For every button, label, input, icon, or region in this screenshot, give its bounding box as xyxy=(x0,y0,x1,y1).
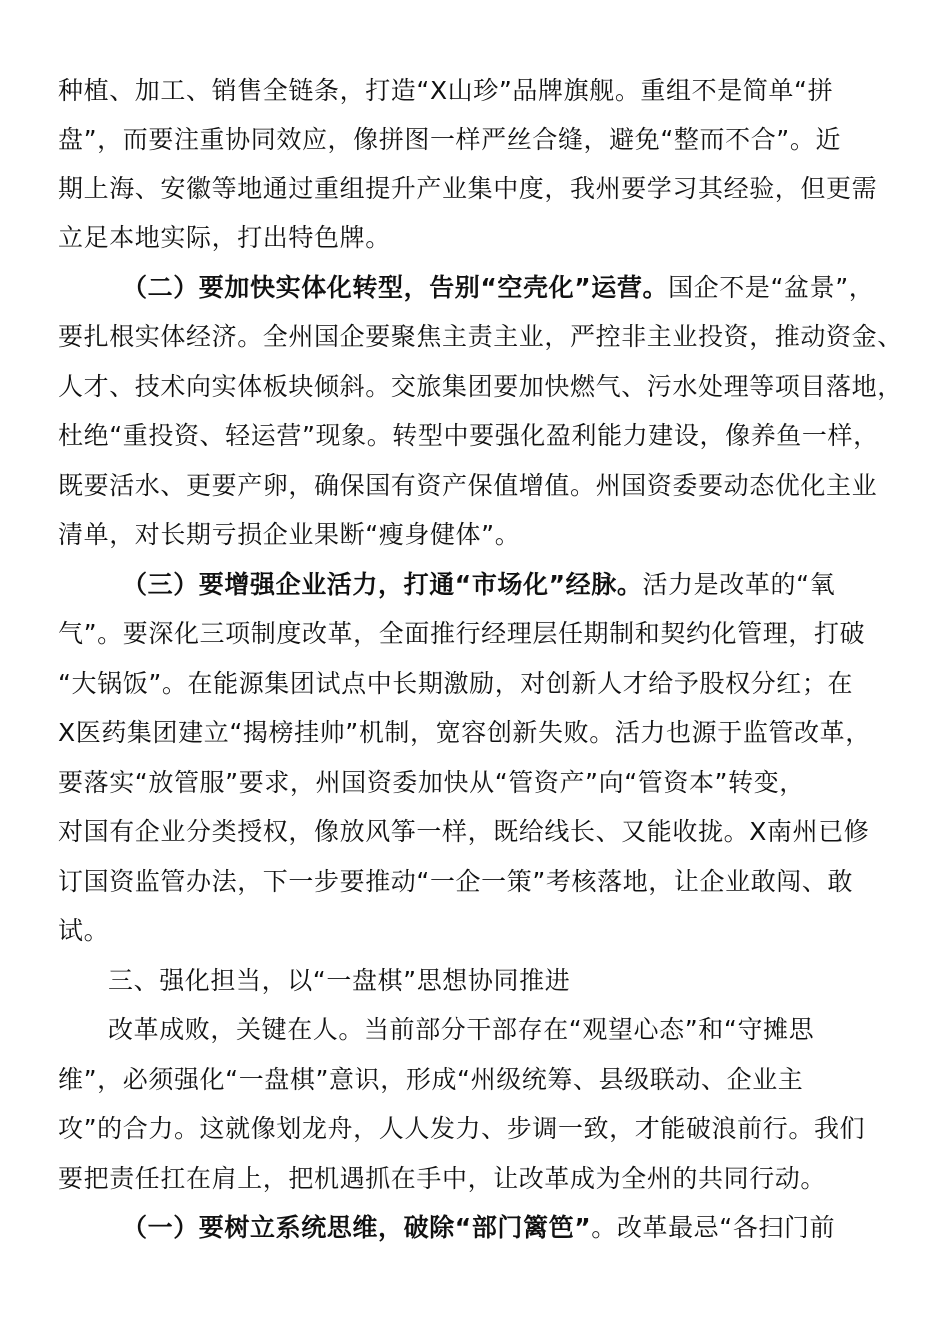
body-text: 人才、技术向实体板块倾斜。交旅集团要加快燃气、污水处理等项目落地， xyxy=(58,372,903,401)
text-line xyxy=(122,1203,950,1253)
body-text: 期上海、安徽等地通过重组提升产业集中度，我州要学习其经验，但更需 xyxy=(58,174,878,203)
text-line xyxy=(58,1154,898,1204)
body-text: 三、强化担当，以“一盘棋”思想协同推进 xyxy=(108,966,571,995)
text-line xyxy=(108,1005,948,1055)
section-heading: （一）要树立系统思维，破除“部门篱笆” xyxy=(122,1213,592,1242)
text-line xyxy=(122,560,950,610)
body-text: “大锅饭”。在能源集团试点中长期激励，对创新人才给予股权分红；在 xyxy=(58,669,854,698)
text-line xyxy=(58,708,898,758)
body-text: X医药集团建立“揭榜挂帅”机制，宽容创新失败。活力也源于监管改革， xyxy=(58,718,871,747)
body-text: 攻”的合力。这就像划龙舟，人人发力、步调一致，才能破浪前行。我们 xyxy=(58,1114,866,1143)
body-text: 立足本地实际，打出特色牌。 xyxy=(58,223,391,252)
text-line xyxy=(58,659,898,709)
body-text: 要落实“放管服”要求，州国资委加快从“管资产”向“管资本”转变， xyxy=(58,768,805,797)
text-line xyxy=(122,263,950,313)
text-line xyxy=(58,164,898,214)
body-text: 试。 xyxy=(58,916,110,945)
text-line xyxy=(58,807,898,857)
text-line xyxy=(58,1104,898,1154)
text-line xyxy=(58,312,903,362)
text-line xyxy=(108,956,948,1006)
body-text: 改革成败，关键在人。当前部分干部存在“观望心态”和“守摊思 xyxy=(108,1015,815,1044)
text-line xyxy=(58,66,898,116)
body-text: 国企不是“盆景”， xyxy=(668,273,875,302)
section-heading: （二）要加快实体化转型，告别“空壳化”运营。 xyxy=(122,273,669,302)
body-text: 维”，必须强化“一盘棋”意识，形成“州级统筹、县级联动、企业主 xyxy=(58,1065,804,1094)
section-heading: （三）要增强企业活力，打通“市场化”经脉。 xyxy=(122,570,643,599)
body-text: 清单，对长期亏损企业果断“瘦身健体”。 xyxy=(58,520,521,549)
body-text: 盘”，而要注重协同效应，像拼图一样严丝合缝，避免“整而不合”。近 xyxy=(58,125,842,154)
text-line xyxy=(58,1055,898,1105)
body-text: 订国资监管办法，下一步要推动“一企一策”考核落地，让企业敢闯、敢 xyxy=(58,867,854,896)
text-line xyxy=(58,213,898,263)
body-text: 既要活水、更要产卵，确保国有资产保值增值。州国资委要动态优化主业 xyxy=(58,471,878,500)
text-line xyxy=(58,857,898,907)
text-line xyxy=(58,758,898,808)
body-text: 。改革最忌“各扫门前 xyxy=(591,1213,836,1242)
body-text: 要扎根实体经济。全州国企要聚焦主责主业，严控非主业投资，推动资金、 xyxy=(58,322,903,351)
text-line xyxy=(58,906,898,956)
text-line xyxy=(58,411,898,461)
body-text: 种植、加工、销售全链条，打造“X山珍”品牌旗舰。重组不是简单“拼 xyxy=(58,76,834,105)
text-line xyxy=(58,510,898,560)
body-text: 要把责任扛在肩上，把机遇抓在手中，让改革成为全州的共同行动。 xyxy=(58,1164,827,1193)
text-line xyxy=(58,115,898,165)
text-line xyxy=(58,461,898,511)
text-line xyxy=(58,362,903,412)
body-text: 对国有企业分类授权，像放风筝一样，既给线长、又能收拢。X南州已修 xyxy=(58,817,870,846)
text-line xyxy=(58,609,898,659)
body-text: 气”。要深化三项制度改革，全面推行经理层任期制和契约化管理，打破 xyxy=(58,619,866,648)
body-text: 活力是改革的“氧 xyxy=(642,570,836,599)
body-text: 杜绝“重投资、轻运营”现象。转型中要强化盈利能力建设，像养鱼一样， xyxy=(58,421,879,450)
